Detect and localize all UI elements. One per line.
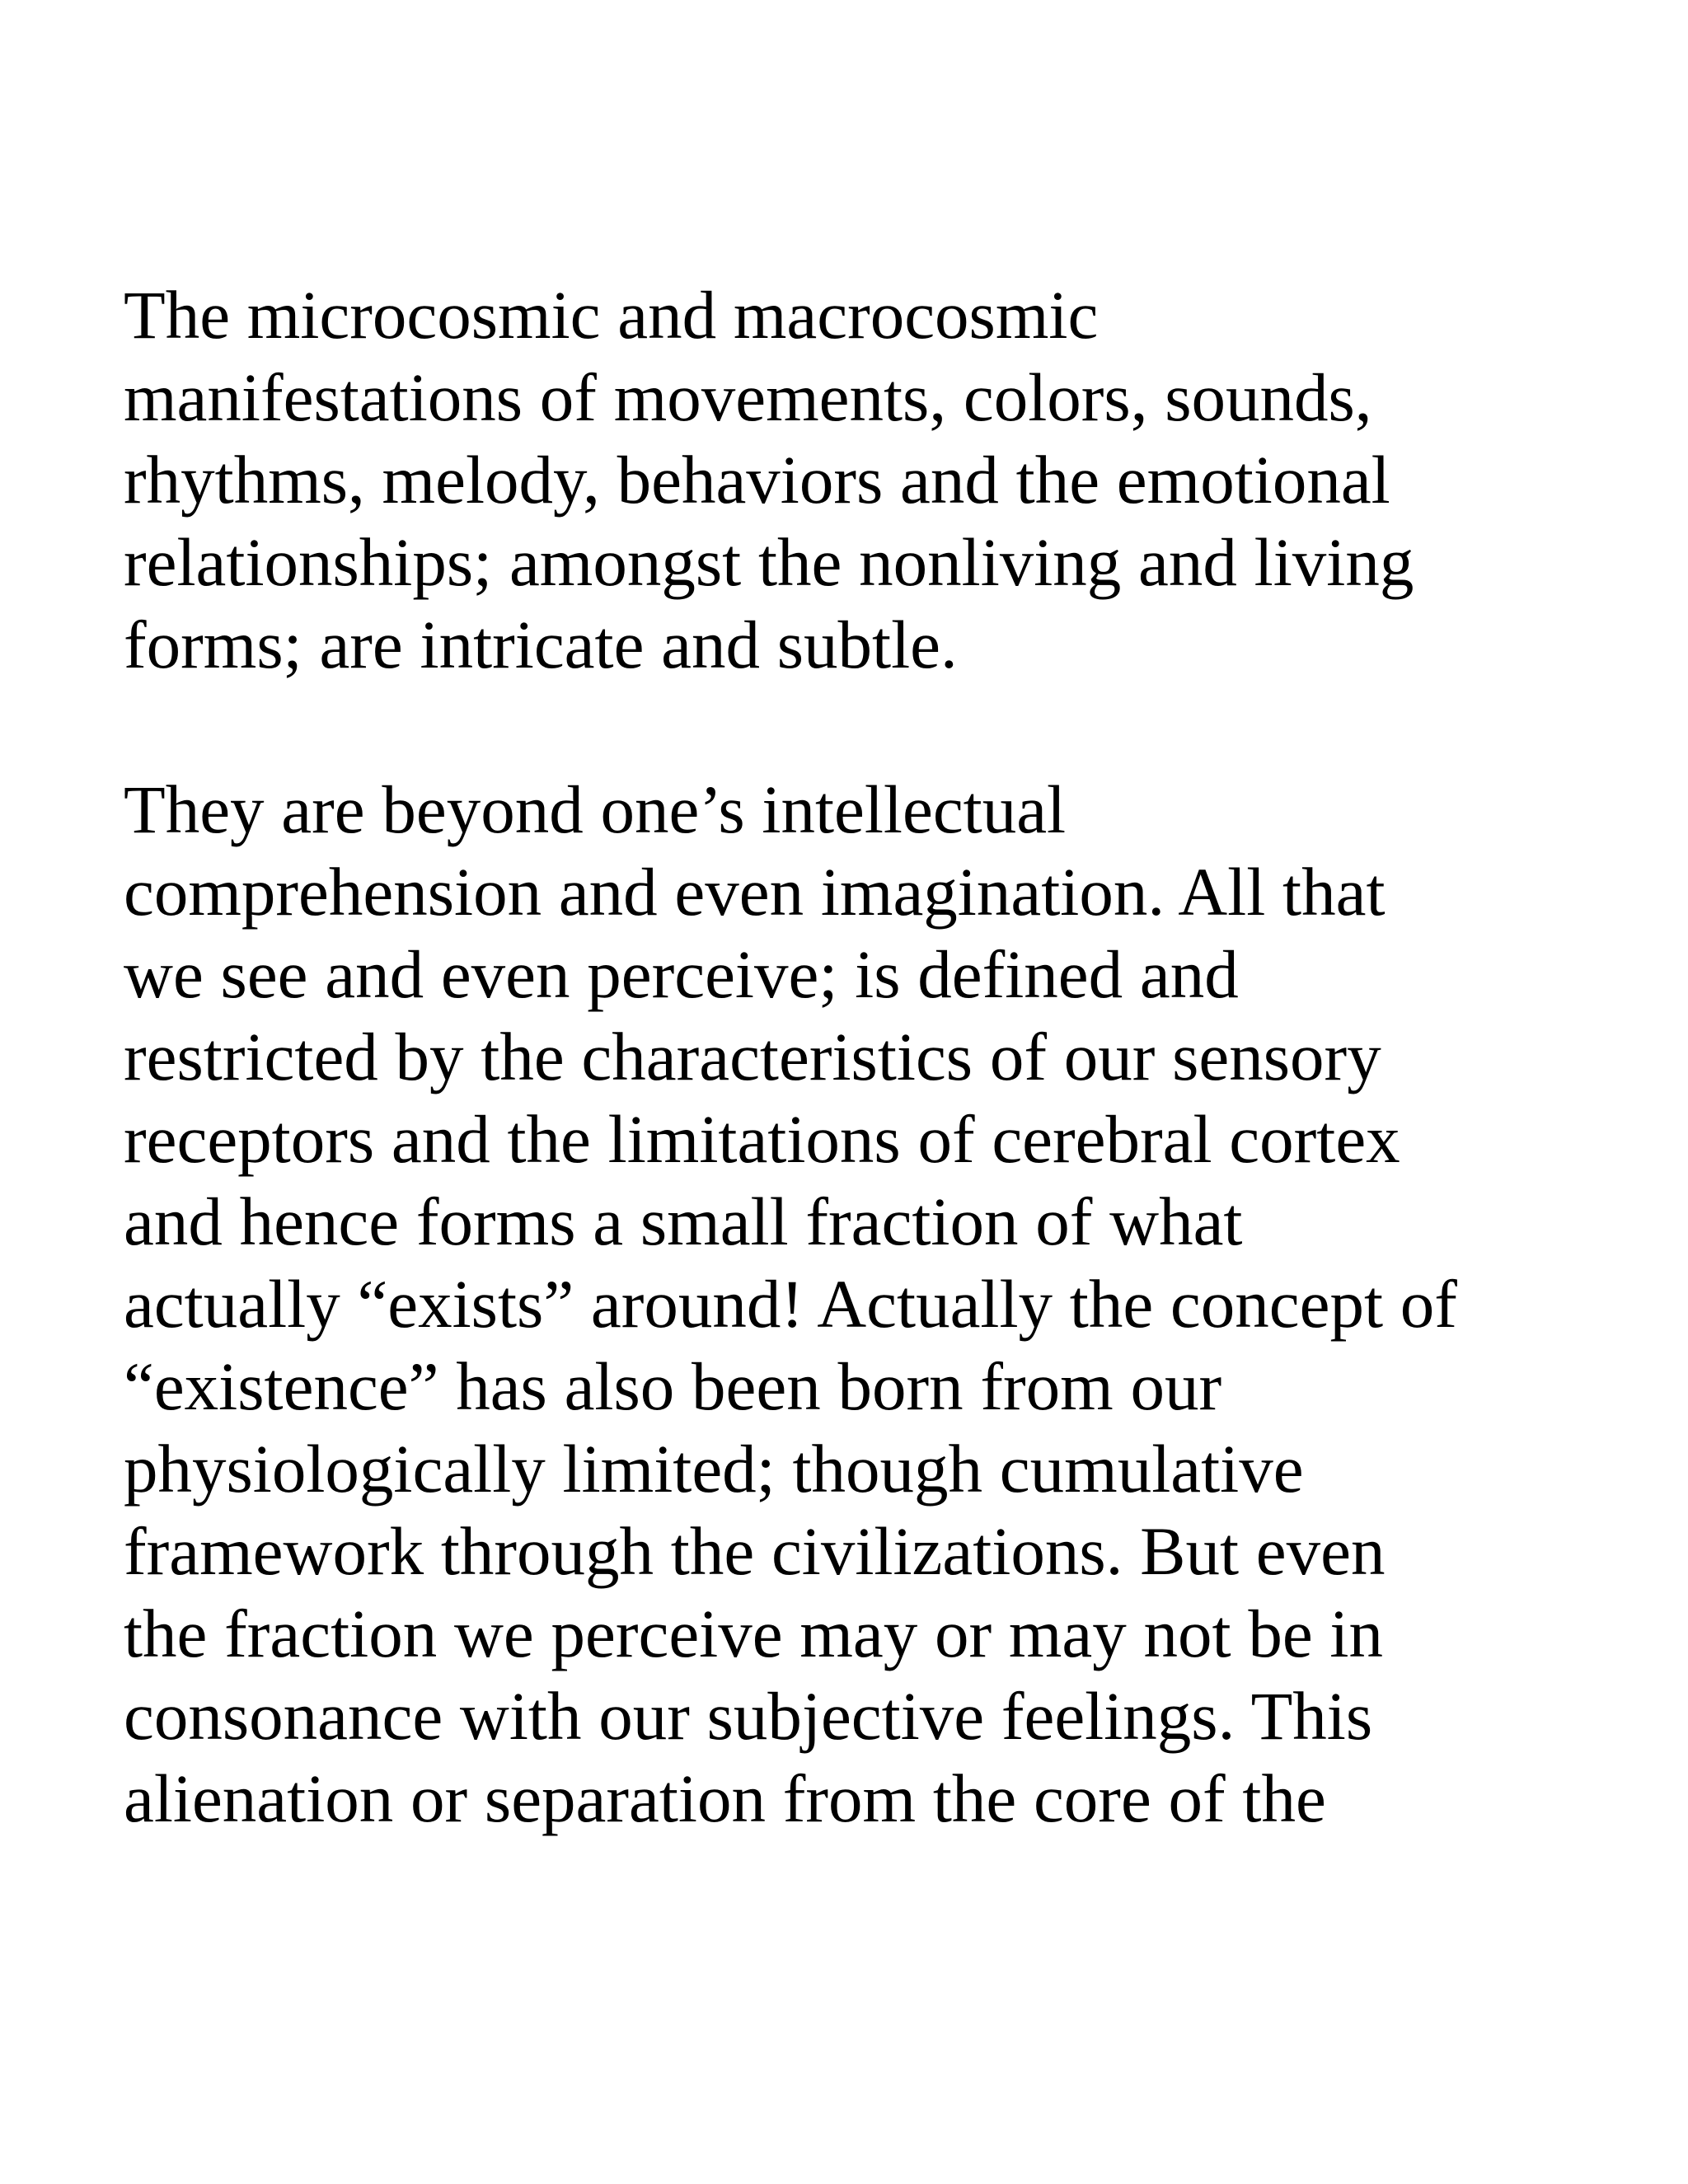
paragraph-line: we see and even perceive; is defined and	[124, 936, 1239, 1012]
paragraph-line: manifestations of movements, colors, sounds,	[124, 359, 1372, 435]
paragraph-line: The microcosmic and macrocosmic	[124, 277, 1099, 353]
paragraph-line: rhythms, melody, behaviors and the emotional	[124, 442, 1390, 518]
paragraph-line: and hence forms a small fraction of what	[124, 1183, 1243, 1259]
paragraph-1	[124, 274, 1640, 686]
paragraph-line: They are beyond one’s intellectual	[124, 771, 1067, 847]
paragraph-line: receptors and the limitations of cerebral cortex	[124, 1101, 1400, 1177]
paragraph-line: relationships; amongst the nonliving and living	[124, 524, 1414, 600]
paragraph-line: alienation or separation from the core of the	[124, 1760, 1326, 1836]
paragraph-line: comprehension and even imagination. All that	[124, 854, 1386, 930]
paragraph-line: the fraction we perceive may or may not be in	[124, 1596, 1383, 1671]
paragraph-line: restricted by the characteristics of our sensory	[124, 1019, 1381, 1094]
paragraph-line: physiologically limited; though cumulative	[124, 1431, 1304, 1507]
paragraph-line: framework through the civilizations. But even	[124, 1513, 1386, 1589]
paragraph-2	[124, 768, 1640, 1840]
paragraph-line: actually “exists” around! Actually the concept of	[124, 1266, 1457, 1342]
paragraph-line: “existence” has also been born from our	[124, 1348, 1222, 1424]
paragraph-line: forms; are intricate and subtle.	[124, 607, 958, 682]
paragraph-line: consonance with our subjective feelings. This	[124, 1678, 1373, 1754]
